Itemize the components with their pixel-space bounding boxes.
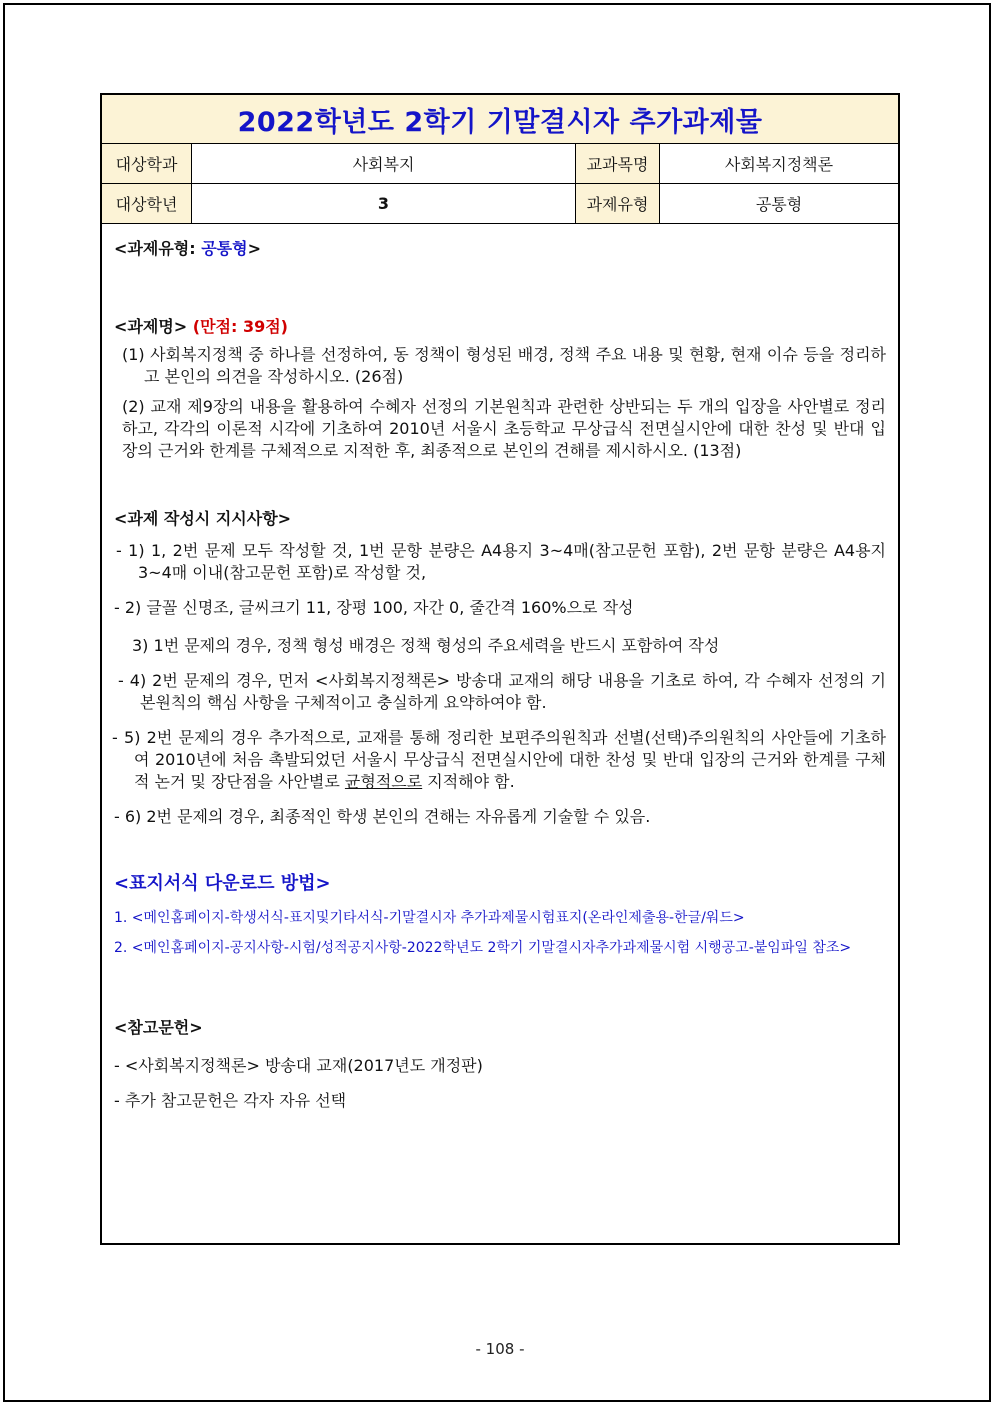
task-type-value: 공통형 xyxy=(201,239,248,258)
task-type-suffix: > xyxy=(247,239,261,258)
course-label: 교과목명 xyxy=(576,144,660,183)
task-type-prefix: <과제유형: xyxy=(114,239,202,258)
info-row-1 xyxy=(102,144,898,184)
assignment-body xyxy=(102,238,898,1112)
task-name-label: <과제명> xyxy=(114,317,188,336)
course-value: 사회복지정책론 xyxy=(724,155,834,174)
reference-item-2: - 추가 참고문헌은 각자 자유 선택 xyxy=(114,1091,347,1110)
instruction-item-4: - 4) 2번 문제의 경우, 먼저 <사회복지정책론> 방송대 교재의 해당 내용을 기초로 하여, 각 수혜자 선정의 기본원칙의 핵심 사항을 구체적이고 충실하게 요약하여야 함. xyxy=(118,671,886,712)
task-score: (만점: 39점) xyxy=(192,317,288,336)
instruction-item-5-underlined: 균형적으로 xyxy=(344,772,423,791)
reference-item-1: - <사회복지정책론> 방송대 교재(2017년도 개정판) xyxy=(114,1056,483,1075)
download-heading: <표지서식 다운로드 방법> xyxy=(114,873,331,894)
type-value: 공통형 xyxy=(755,195,803,214)
instruction-item-2: - 2) 글꼴 신명조, 글씨크기 11, 장평 100, 자간 0, 줄간격 160%으로 작성 xyxy=(114,598,634,617)
instruction-item-3: 3) 1번 문제의 경우, 정책 형성 배경은 정책 형성의 주요세력을 반드시 포함하여 작성 xyxy=(132,636,720,655)
instructions-heading: <과제 작성시 지시사항> xyxy=(114,509,292,528)
instruction-item-5-text: - 5) 2번 문제의 경우 추가적으로, 교재를 통해 정리한 보편주의원칙과 선별(선택)주의원칙의 사안들에 기초하여 2010년에 처음 촉발되었던 서울시 무상급식 전면실시안에 대한 찬성 및 반대 입장의 근거와 한계를 구체적 논거 및 장단점을 사안별로 xyxy=(112,728,886,791)
instruction-item-6: - 6) 2번 문제의 경우, 최종적인 학생 본인의 견해는 자유롭게 기술할 수 있음. xyxy=(114,807,651,826)
grade-label: 대상학년 xyxy=(102,184,192,223)
title-row xyxy=(102,95,898,144)
instruction-item-5-tail: 지적해야 함. xyxy=(422,772,515,791)
task-name-line xyxy=(114,316,886,338)
question-1: (1) 사회복지정책 중 하나를 선정하여, 동 정책이 형성된 배경, 정책 주요 내용 및 현황, 현재 이슈 등을 정리하고 본인의 의견을 작성하시오. (26점) xyxy=(122,345,886,386)
grade-value: 3 xyxy=(192,184,576,223)
instruction-item-1: - 1) 1, 2번 문제 모두 작성할 것, 1번 문항 분량은 A4용지 3~4매(참고문헌 포함), 2번 문항 분량은 A4용지 3~4매 이내(참고문헌 포함)로 작성할 것, xyxy=(116,541,886,582)
references-heading: <참고문헌> xyxy=(114,1018,203,1037)
info-row-2 xyxy=(102,184,898,224)
download-item-1: 1. <메인홈페이지-학생서식-표지및기타서식-기말결시자 추가과제물시험표지(온라인제출용-한글/워드> xyxy=(114,910,745,926)
dept-label: 대상학과 xyxy=(102,144,192,183)
assignment-frame xyxy=(100,93,900,1245)
dept-value: 사회복지 xyxy=(192,144,576,183)
task-type-line xyxy=(114,238,886,260)
page-number: - 108 - xyxy=(475,1340,525,1358)
question-2: (2) 교재 제9장의 내용을 활용하여 수혜자 선정의 기본원칙과 관련한 상반되는 두 개의 입장을 사안별로 정리하고, 각각의 이론적 시각에 기초하여 2010년 서울시 초등학교 무상급식 전면실시안에 대한 찬성 및 반대 입장의 근거와 한계를 구체적으로 지적한 후, 최종적으로 본인의 견해를 제시하시오. (13점) xyxy=(122,397,886,460)
page-title: 2022학년도 2학기 기말결시자 추가과제물 xyxy=(237,106,763,138)
type-label: 과제유형 xyxy=(576,184,660,223)
instruction-item-5 xyxy=(114,727,886,793)
download-item-2: 2. <메인홈페이지-공지사항-시험/성적공지사항-2022학년도 2학기 기말결시자추가과제물시험 시행공고-붙임파일 참조> xyxy=(114,940,852,956)
